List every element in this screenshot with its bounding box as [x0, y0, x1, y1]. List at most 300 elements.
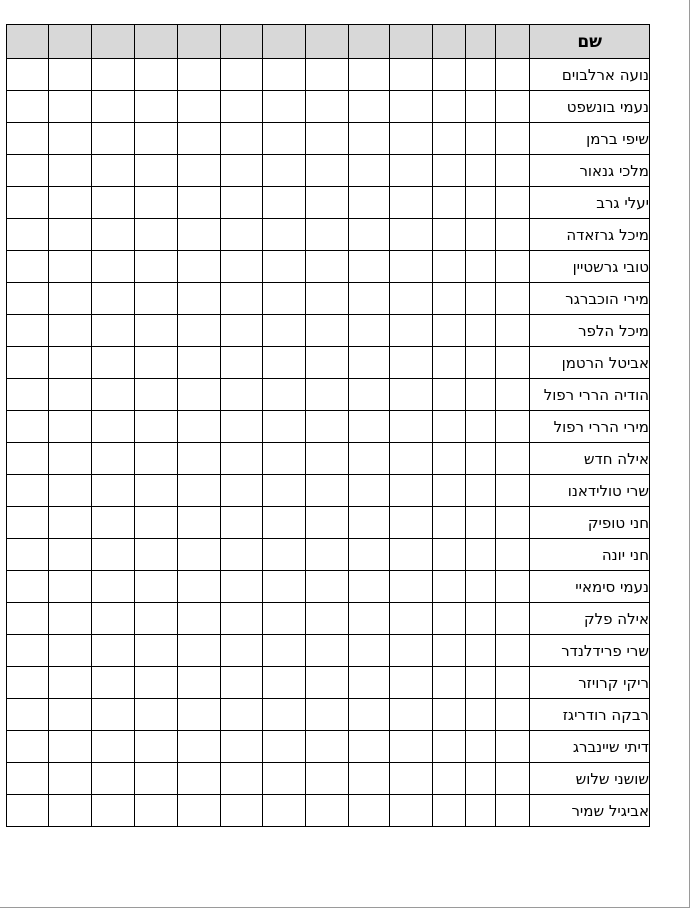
attendance-cell[interactable] — [306, 187, 349, 219]
attendance-cell[interactable] — [465, 635, 495, 667]
attendance-cell[interactable] — [306, 123, 349, 155]
attendance-cell[interactable] — [390, 91, 433, 123]
attendance-cell[interactable] — [91, 155, 134, 187]
attendance-cell[interactable] — [177, 603, 220, 635]
attendance-cell[interactable] — [7, 219, 49, 251]
attendance-cell[interactable] — [7, 251, 49, 283]
attendance-cell[interactable] — [7, 315, 49, 347]
attendance-cell[interactable] — [465, 667, 495, 699]
attendance-cell[interactable] — [177, 219, 220, 251]
attendance-cell[interactable] — [306, 443, 349, 475]
attendance-cell[interactable] — [306, 603, 349, 635]
attendance-cell[interactable] — [433, 539, 465, 571]
attendance-cell[interactable] — [48, 667, 91, 699]
attendance-cell[interactable] — [91, 507, 134, 539]
attendance-cell[interactable] — [177, 539, 220, 571]
attendance-cell[interactable] — [306, 571, 349, 603]
attendance-cell[interactable] — [433, 315, 465, 347]
attendance-cell[interactable] — [134, 731, 177, 763]
attendance-cell[interactable] — [177, 699, 220, 731]
attendance-cell[interactable] — [495, 283, 530, 315]
attendance-cell[interactable] — [48, 251, 91, 283]
attendance-cell[interactable] — [134, 59, 177, 91]
attendance-cell[interactable] — [390, 699, 433, 731]
attendance-cell[interactable] — [349, 603, 390, 635]
attendance-cell[interactable] — [349, 795, 390, 827]
attendance-cell[interactable] — [433, 795, 465, 827]
attendance-cell[interactable] — [495, 347, 530, 379]
attendance-cell[interactable] — [349, 411, 390, 443]
attendance-cell[interactable] — [91, 539, 134, 571]
attendance-cell[interactable] — [177, 347, 220, 379]
attendance-cell[interactable] — [7, 635, 49, 667]
attendance-cell[interactable] — [91, 795, 134, 827]
attendance-cell[interactable] — [465, 59, 495, 91]
attendance-cell[interactable] — [495, 571, 530, 603]
attendance-cell[interactable] — [220, 347, 263, 379]
attendance-cell[interactable] — [465, 219, 495, 251]
attendance-cell[interactable] — [91, 411, 134, 443]
attendance-cell[interactable] — [465, 187, 495, 219]
attendance-cell[interactable] — [7, 731, 49, 763]
attendance-cell[interactable] — [433, 411, 465, 443]
attendance-cell[interactable] — [465, 475, 495, 507]
attendance-cell[interactable] — [349, 219, 390, 251]
attendance-cell[interactable] — [349, 91, 390, 123]
attendance-cell[interactable] — [220, 667, 263, 699]
attendance-cell[interactable] — [433, 699, 465, 731]
attendance-cell[interactable] — [134, 443, 177, 475]
attendance-cell[interactable] — [177, 315, 220, 347]
attendance-cell[interactable] — [306, 731, 349, 763]
attendance-cell[interactable] — [48, 219, 91, 251]
attendance-cell[interactable] — [48, 315, 91, 347]
attendance-cell[interactable] — [7, 475, 49, 507]
attendance-cell[interactable] — [433, 667, 465, 699]
attendance-cell[interactable] — [48, 155, 91, 187]
attendance-cell[interactable] — [390, 315, 433, 347]
attendance-cell[interactable] — [433, 379, 465, 411]
attendance-cell[interactable] — [48, 283, 91, 315]
attendance-cell[interactable] — [7, 603, 49, 635]
attendance-cell[interactable] — [495, 411, 530, 443]
attendance-cell[interactable] — [390, 507, 433, 539]
attendance-cell[interactable] — [177, 635, 220, 667]
attendance-cell[interactable] — [177, 667, 220, 699]
attendance-cell[interactable] — [306, 283, 349, 315]
attendance-cell[interactable] — [390, 475, 433, 507]
attendance-cell[interactable] — [91, 187, 134, 219]
attendance-cell[interactable] — [48, 91, 91, 123]
attendance-cell[interactable] — [177, 251, 220, 283]
attendance-cell[interactable] — [263, 603, 306, 635]
attendance-cell[interactable] — [465, 155, 495, 187]
attendance-cell[interactable] — [91, 763, 134, 795]
attendance-cell[interactable] — [177, 283, 220, 315]
attendance-cell[interactable] — [390, 347, 433, 379]
attendance-cell[interactable] — [7, 507, 49, 539]
attendance-cell[interactable] — [220, 251, 263, 283]
attendance-cell[interactable] — [433, 347, 465, 379]
attendance-cell[interactable] — [220, 411, 263, 443]
attendance-cell[interactable] — [306, 347, 349, 379]
attendance-cell[interactable] — [495, 667, 530, 699]
attendance-cell[interactable] — [134, 571, 177, 603]
attendance-cell[interactable] — [465, 251, 495, 283]
attendance-cell[interactable] — [48, 603, 91, 635]
attendance-cell[interactable] — [48, 379, 91, 411]
attendance-cell[interactable] — [177, 763, 220, 795]
attendance-cell[interactable] — [220, 123, 263, 155]
attendance-cell[interactable] — [7, 379, 49, 411]
attendance-cell[interactable] — [91, 731, 134, 763]
attendance-cell[interactable] — [349, 635, 390, 667]
attendance-cell[interactable] — [390, 635, 433, 667]
attendance-cell[interactable] — [91, 315, 134, 347]
attendance-cell[interactable] — [495, 251, 530, 283]
attendance-cell[interactable] — [7, 571, 49, 603]
attendance-cell[interactable] — [263, 251, 306, 283]
attendance-cell[interactable] — [177, 379, 220, 411]
attendance-cell[interactable] — [263, 187, 306, 219]
attendance-cell[interactable] — [220, 635, 263, 667]
attendance-cell[interactable] — [390, 379, 433, 411]
attendance-cell[interactable] — [134, 91, 177, 123]
attendance-cell[interactable] — [465, 539, 495, 571]
attendance-cell[interactable] — [390, 155, 433, 187]
attendance-cell[interactable] — [465, 763, 495, 795]
attendance-cell[interactable] — [134, 315, 177, 347]
attendance-cell[interactable] — [220, 283, 263, 315]
attendance-cell[interactable] — [306, 539, 349, 571]
attendance-cell[interactable] — [495, 379, 530, 411]
attendance-cell[interactable] — [465, 699, 495, 731]
attendance-cell[interactable] — [134, 603, 177, 635]
attendance-cell[interactable] — [465, 283, 495, 315]
attendance-cell[interactable] — [134, 251, 177, 283]
attendance-cell[interactable] — [177, 507, 220, 539]
attendance-cell[interactable] — [495, 699, 530, 731]
attendance-cell[interactable] — [91, 699, 134, 731]
attendance-cell[interactable] — [390, 763, 433, 795]
attendance-cell[interactable] — [91, 667, 134, 699]
attendance-cell[interactable] — [48, 443, 91, 475]
attendance-cell[interactable] — [263, 315, 306, 347]
attendance-cell[interactable] — [220, 731, 263, 763]
attendance-cell[interactable] — [349, 315, 390, 347]
attendance-cell[interactable] — [263, 123, 306, 155]
attendance-cell[interactable] — [48, 571, 91, 603]
attendance-cell[interactable] — [263, 91, 306, 123]
attendance-cell[interactable] — [306, 91, 349, 123]
attendance-cell[interactable] — [220, 763, 263, 795]
attendance-cell[interactable] — [177, 571, 220, 603]
attendance-cell[interactable] — [48, 475, 91, 507]
attendance-cell[interactable] — [7, 283, 49, 315]
attendance-cell[interactable] — [433, 91, 465, 123]
attendance-cell[interactable] — [465, 795, 495, 827]
attendance-cell[interactable] — [465, 379, 495, 411]
attendance-cell[interactable] — [390, 571, 433, 603]
attendance-cell[interactable] — [306, 59, 349, 91]
attendance-cell[interactable] — [495, 155, 530, 187]
attendance-cell[interactable] — [433, 283, 465, 315]
attendance-cell[interactable] — [134, 507, 177, 539]
attendance-cell[interactable] — [220, 91, 263, 123]
attendance-cell[interactable] — [495, 315, 530, 347]
attendance-cell[interactable] — [134, 539, 177, 571]
attendance-cell[interactable] — [7, 667, 49, 699]
attendance-cell[interactable] — [306, 635, 349, 667]
attendance-cell[interactable] — [263, 731, 306, 763]
attendance-cell[interactable] — [177, 443, 220, 475]
attendance-cell[interactable] — [48, 635, 91, 667]
attendance-cell[interactable] — [220, 539, 263, 571]
attendance-cell[interactable] — [433, 731, 465, 763]
attendance-cell[interactable] — [495, 763, 530, 795]
attendance-cell[interactable] — [220, 795, 263, 827]
attendance-cell[interactable] — [390, 283, 433, 315]
attendance-cell[interactable] — [134, 763, 177, 795]
attendance-cell[interactable] — [263, 507, 306, 539]
attendance-cell[interactable] — [48, 347, 91, 379]
attendance-cell[interactable] — [495, 507, 530, 539]
attendance-cell[interactable] — [390, 411, 433, 443]
attendance-cell[interactable] — [495, 91, 530, 123]
attendance-cell[interactable] — [306, 699, 349, 731]
attendance-cell[interactable] — [263, 219, 306, 251]
attendance-cell[interactable] — [390, 59, 433, 91]
attendance-cell[interactable] — [134, 635, 177, 667]
attendance-cell[interactable] — [134, 123, 177, 155]
attendance-cell[interactable] — [134, 283, 177, 315]
attendance-cell[interactable] — [177, 187, 220, 219]
attendance-cell[interactable] — [48, 763, 91, 795]
attendance-cell[interactable] — [390, 731, 433, 763]
attendance-cell[interactable] — [465, 315, 495, 347]
attendance-cell[interactable] — [134, 667, 177, 699]
attendance-cell[interactable] — [91, 347, 134, 379]
attendance-cell[interactable] — [306, 667, 349, 699]
attendance-cell[interactable] — [495, 59, 530, 91]
attendance-cell[interactable] — [48, 731, 91, 763]
attendance-cell[interactable] — [48, 507, 91, 539]
attendance-cell[interactable] — [433, 507, 465, 539]
attendance-cell[interactable] — [263, 59, 306, 91]
attendance-cell[interactable] — [390, 539, 433, 571]
attendance-cell[interactable] — [465, 507, 495, 539]
attendance-cell[interactable] — [134, 347, 177, 379]
attendance-cell[interactable] — [177, 155, 220, 187]
attendance-cell[interactable] — [306, 315, 349, 347]
attendance-cell[interactable] — [390, 251, 433, 283]
attendance-cell[interactable] — [349, 443, 390, 475]
attendance-cell[interactable] — [390, 219, 433, 251]
attendance-cell[interactable] — [220, 187, 263, 219]
attendance-cell[interactable] — [48, 187, 91, 219]
attendance-cell[interactable] — [91, 251, 134, 283]
attendance-cell[interactable] — [220, 507, 263, 539]
attendance-cell[interactable] — [177, 91, 220, 123]
attendance-cell[interactable] — [495, 475, 530, 507]
attendance-cell[interactable] — [433, 443, 465, 475]
attendance-cell[interactable] — [7, 763, 49, 795]
attendance-cell[interactable] — [390, 667, 433, 699]
attendance-cell[interactable] — [306, 379, 349, 411]
attendance-cell[interactable] — [349, 667, 390, 699]
attendance-cell[interactable] — [177, 123, 220, 155]
attendance-cell[interactable] — [263, 699, 306, 731]
attendance-cell[interactable] — [349, 507, 390, 539]
attendance-cell[interactable] — [433, 59, 465, 91]
attendance-cell[interactable] — [48, 699, 91, 731]
attendance-cell[interactable] — [134, 699, 177, 731]
attendance-cell[interactable] — [349, 187, 390, 219]
attendance-cell[interactable] — [465, 411, 495, 443]
attendance-cell[interactable] — [48, 795, 91, 827]
attendance-cell[interactable] — [177, 411, 220, 443]
attendance-cell[interactable] — [91, 219, 134, 251]
attendance-cell[interactable] — [465, 571, 495, 603]
attendance-cell[interactable] — [349, 475, 390, 507]
attendance-cell[interactable] — [7, 539, 49, 571]
attendance-cell[interactable] — [177, 475, 220, 507]
attendance-cell[interactable] — [134, 219, 177, 251]
attendance-cell[interactable] — [263, 379, 306, 411]
attendance-cell[interactable] — [349, 123, 390, 155]
attendance-cell[interactable] — [465, 91, 495, 123]
attendance-cell[interactable] — [433, 571, 465, 603]
attendance-cell[interactable] — [7, 91, 49, 123]
attendance-cell[interactable] — [48, 539, 91, 571]
attendance-cell[interactable] — [7, 187, 49, 219]
attendance-cell[interactable] — [495, 443, 530, 475]
attendance-cell[interactable] — [91, 443, 134, 475]
attendance-cell[interactable] — [495, 603, 530, 635]
attendance-cell[interactable] — [433, 635, 465, 667]
attendance-cell[interactable] — [91, 59, 134, 91]
attendance-cell[interactable] — [433, 251, 465, 283]
attendance-cell[interactable] — [433, 475, 465, 507]
attendance-cell[interactable] — [465, 347, 495, 379]
attendance-cell[interactable] — [48, 123, 91, 155]
attendance-cell[interactable] — [263, 795, 306, 827]
attendance-cell[interactable] — [495, 795, 530, 827]
attendance-cell[interactable] — [433, 763, 465, 795]
attendance-cell[interactable] — [433, 187, 465, 219]
attendance-cell[interactable] — [7, 795, 49, 827]
attendance-cell[interactable] — [390, 795, 433, 827]
attendance-cell[interactable] — [263, 347, 306, 379]
attendance-cell[interactable] — [306, 219, 349, 251]
attendance-cell[interactable] — [220, 379, 263, 411]
attendance-cell[interactable] — [220, 219, 263, 251]
attendance-cell[interactable] — [263, 539, 306, 571]
attendance-cell[interactable] — [349, 283, 390, 315]
attendance-cell[interactable] — [349, 731, 390, 763]
attendance-cell[interactable] — [134, 795, 177, 827]
attendance-cell[interactable] — [433, 123, 465, 155]
attendance-cell[interactable] — [134, 411, 177, 443]
attendance-cell[interactable] — [220, 315, 263, 347]
attendance-cell[interactable] — [465, 443, 495, 475]
attendance-cell[interactable] — [495, 539, 530, 571]
attendance-cell[interactable] — [349, 699, 390, 731]
attendance-cell[interactable] — [495, 123, 530, 155]
attendance-cell[interactable] — [349, 59, 390, 91]
attendance-cell[interactable] — [306, 475, 349, 507]
attendance-cell[interactable] — [263, 571, 306, 603]
attendance-cell[interactable] — [390, 187, 433, 219]
attendance-cell[interactable] — [306, 251, 349, 283]
attendance-cell[interactable] — [91, 283, 134, 315]
attendance-cell[interactable] — [349, 379, 390, 411]
attendance-cell[interactable] — [495, 187, 530, 219]
attendance-cell[interactable] — [177, 731, 220, 763]
attendance-cell[interactable] — [465, 123, 495, 155]
attendance-cell[interactable] — [263, 283, 306, 315]
attendance-cell[interactable] — [220, 699, 263, 731]
attendance-cell[interactable] — [91, 635, 134, 667]
attendance-cell[interactable] — [7, 347, 49, 379]
attendance-cell[interactable] — [7, 59, 49, 91]
attendance-cell[interactable] — [91, 91, 134, 123]
attendance-cell[interactable] — [263, 155, 306, 187]
attendance-cell[interactable] — [306, 155, 349, 187]
attendance-cell[interactable] — [134, 475, 177, 507]
attendance-cell[interactable] — [7, 123, 49, 155]
attendance-cell[interactable] — [134, 155, 177, 187]
attendance-cell[interactable] — [220, 603, 263, 635]
attendance-cell[interactable] — [390, 443, 433, 475]
attendance-cell[interactable] — [349, 763, 390, 795]
attendance-cell[interactable] — [7, 699, 49, 731]
attendance-cell[interactable] — [91, 571, 134, 603]
attendance-cell[interactable] — [495, 731, 530, 763]
attendance-cell[interactable] — [134, 187, 177, 219]
attendance-cell[interactable] — [390, 603, 433, 635]
attendance-cell[interactable] — [48, 59, 91, 91]
attendance-cell[interactable] — [349, 539, 390, 571]
attendance-cell[interactable] — [495, 635, 530, 667]
attendance-cell[interactable] — [465, 731, 495, 763]
attendance-cell[interactable] — [433, 603, 465, 635]
attendance-cell[interactable] — [177, 795, 220, 827]
attendance-cell[interactable] — [263, 443, 306, 475]
attendance-cell[interactable] — [7, 411, 49, 443]
attendance-cell[interactable] — [134, 379, 177, 411]
attendance-cell[interactable] — [349, 251, 390, 283]
attendance-cell[interactable] — [263, 763, 306, 795]
attendance-cell[interactable] — [306, 507, 349, 539]
attendance-cell[interactable] — [263, 667, 306, 699]
attendance-cell[interactable] — [177, 59, 220, 91]
attendance-cell[interactable] — [48, 411, 91, 443]
attendance-cell[interactable] — [306, 795, 349, 827]
attendance-cell[interactable] — [465, 603, 495, 635]
attendance-cell[interactable] — [349, 347, 390, 379]
attendance-cell[interactable] — [220, 571, 263, 603]
attendance-cell[interactable] — [263, 475, 306, 507]
attendance-cell[interactable] — [263, 411, 306, 443]
attendance-cell[interactable] — [220, 59, 263, 91]
attendance-cell[interactable] — [7, 155, 49, 187]
attendance-cell[interactable] — [91, 379, 134, 411]
attendance-cell[interactable] — [349, 155, 390, 187]
attendance-cell[interactable] — [91, 603, 134, 635]
attendance-cell[interactable] — [349, 571, 390, 603]
attendance-cell[interactable] — [263, 635, 306, 667]
